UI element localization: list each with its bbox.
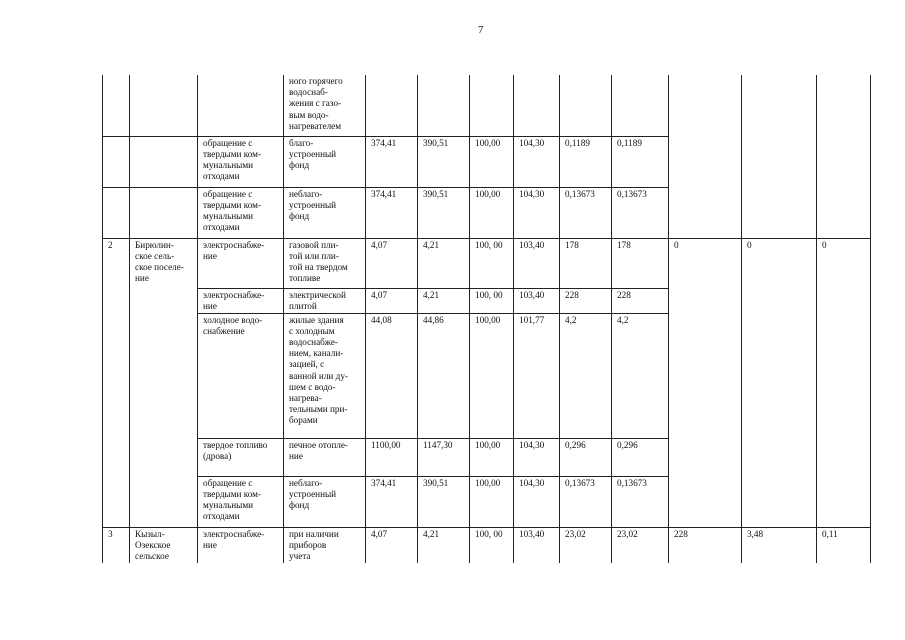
service-cell: электроснабже- ние [198, 527, 284, 563]
tariff-table [102, 75, 871, 563]
value-cell: 4,07 [366, 527, 418, 563]
value-cell: 0 [742, 238, 817, 527]
value-cell: 23,02 [612, 527, 669, 563]
value-cell: 228 [612, 288, 669, 313]
value-cell: 0,1189 [612, 136, 669, 187]
service-cell: твердое топливо (дрова) [198, 438, 284, 476]
value-cell: 23,02 [560, 527, 612, 563]
value-cell: 178 [612, 238, 669, 288]
service-cell: электроснабже- ние [198, 238, 284, 288]
value-cell: 4,21 [418, 238, 470, 288]
value-cell: 4,07 [366, 288, 418, 313]
value-cell: 4,07 [366, 238, 418, 288]
value-cell: 0,1189 [560, 136, 612, 187]
value-cell: 390,51 [418, 136, 470, 187]
value-cell: 104,30 [514, 476, 560, 527]
criterion-cell: ного горячего водоснаб- жения с газо- вым водо- нагревателем [284, 75, 366, 136]
value-cell: 1147,30 [418, 438, 470, 476]
value-cell: 100, 00 [470, 527, 514, 563]
value-cell: 100,00 [470, 438, 514, 476]
service-cell: холодное водо- снабжение [198, 313, 284, 438]
service-cell: обращение с твердыми ком- мунальными отходами [198, 476, 284, 527]
value-cell: 104,30 [514, 136, 560, 187]
value-cell: 178 [560, 238, 612, 288]
value-cell: 44,08 [366, 313, 418, 438]
value-cell: 44,86 [418, 313, 470, 438]
service-cell: обращение с твердыми ком- мунальными отходами [198, 136, 284, 187]
value-cell: 4,2 [560, 313, 612, 438]
value-cell: 0,296 [612, 438, 669, 476]
value-cell: 103,40 [514, 238, 560, 288]
value-cell: 1100,00 [366, 438, 418, 476]
value-cell: 104,30 [514, 438, 560, 476]
value-cell: 390,51 [418, 187, 470, 238]
value-cell: 100, 00 [470, 288, 514, 313]
value-cell: 100,00 [470, 313, 514, 438]
value-cell: 103,40 [514, 527, 560, 563]
service-cell: электроснабже- ние [198, 288, 284, 313]
criterion-cell: печное отопле- ние [284, 438, 366, 476]
criterion-cell: газовой пли- той или пли- той на твердом топливе [284, 238, 366, 288]
value-cell: 374,41 [366, 476, 418, 527]
value-cell: 0,296 [560, 438, 612, 476]
table-row [103, 238, 871, 288]
criterion-cell: жилые здания с холодным водоснабже- нием, канали- зацией, с ванной или ду- шем с водо- нагрева- тельными при- борами [284, 313, 366, 438]
value-cell: 103,40 [514, 288, 560, 313]
value-cell: 4,2 [612, 313, 669, 438]
value-cell: 228 [560, 288, 612, 313]
value-cell: 100, 00 [470, 238, 514, 288]
value-cell: 390,51 [418, 476, 470, 527]
settlement-name: Бирюлин- ское сель- ское поселе- ние [130, 238, 198, 527]
value-cell: 228 [669, 527, 742, 563]
value-cell: 0,13673 [612, 476, 669, 527]
criterion-cell: электрической плитой [284, 288, 366, 313]
value-cell: 374,41 [366, 136, 418, 187]
value-cell: 0 [817, 238, 871, 527]
value-cell: 100,00 [470, 476, 514, 527]
service-cell: обращение с твердыми ком- мунальными отходами [198, 187, 284, 238]
value-cell: 101,77 [514, 313, 560, 438]
table-row [103, 527, 871, 563]
criterion-cell: благо- устроенный фонд [284, 136, 366, 187]
row-number: 3 [103, 527, 130, 563]
value-cell: 0,13673 [560, 476, 612, 527]
value-cell: 0,13673 [560, 187, 612, 238]
value-cell: 4,21 [418, 288, 470, 313]
criterion-cell: неблаго- устроенный фонд [284, 476, 366, 527]
value-cell: 100,00 [470, 187, 514, 238]
value-cell: 100,00 [470, 136, 514, 187]
value-cell: 104,30 [514, 187, 560, 238]
criterion-cell: при наличии приборов учета [284, 527, 366, 563]
criterion-cell: неблаго- устроенный фонд [284, 187, 366, 238]
row-number: 2 [103, 238, 130, 527]
value-cell: 4,21 [418, 527, 470, 563]
value-cell: 0,11 [817, 527, 871, 563]
value-cell: 0,13673 [612, 187, 669, 238]
table-row [103, 75, 871, 136]
value-cell: 0 [669, 238, 742, 527]
value-cell: 3,48 [742, 527, 817, 563]
value-cell: 374,41 [366, 187, 418, 238]
settlement-name: Кызыл- Озекское сельское [130, 527, 198, 563]
page-number: 7 [478, 24, 484, 36]
